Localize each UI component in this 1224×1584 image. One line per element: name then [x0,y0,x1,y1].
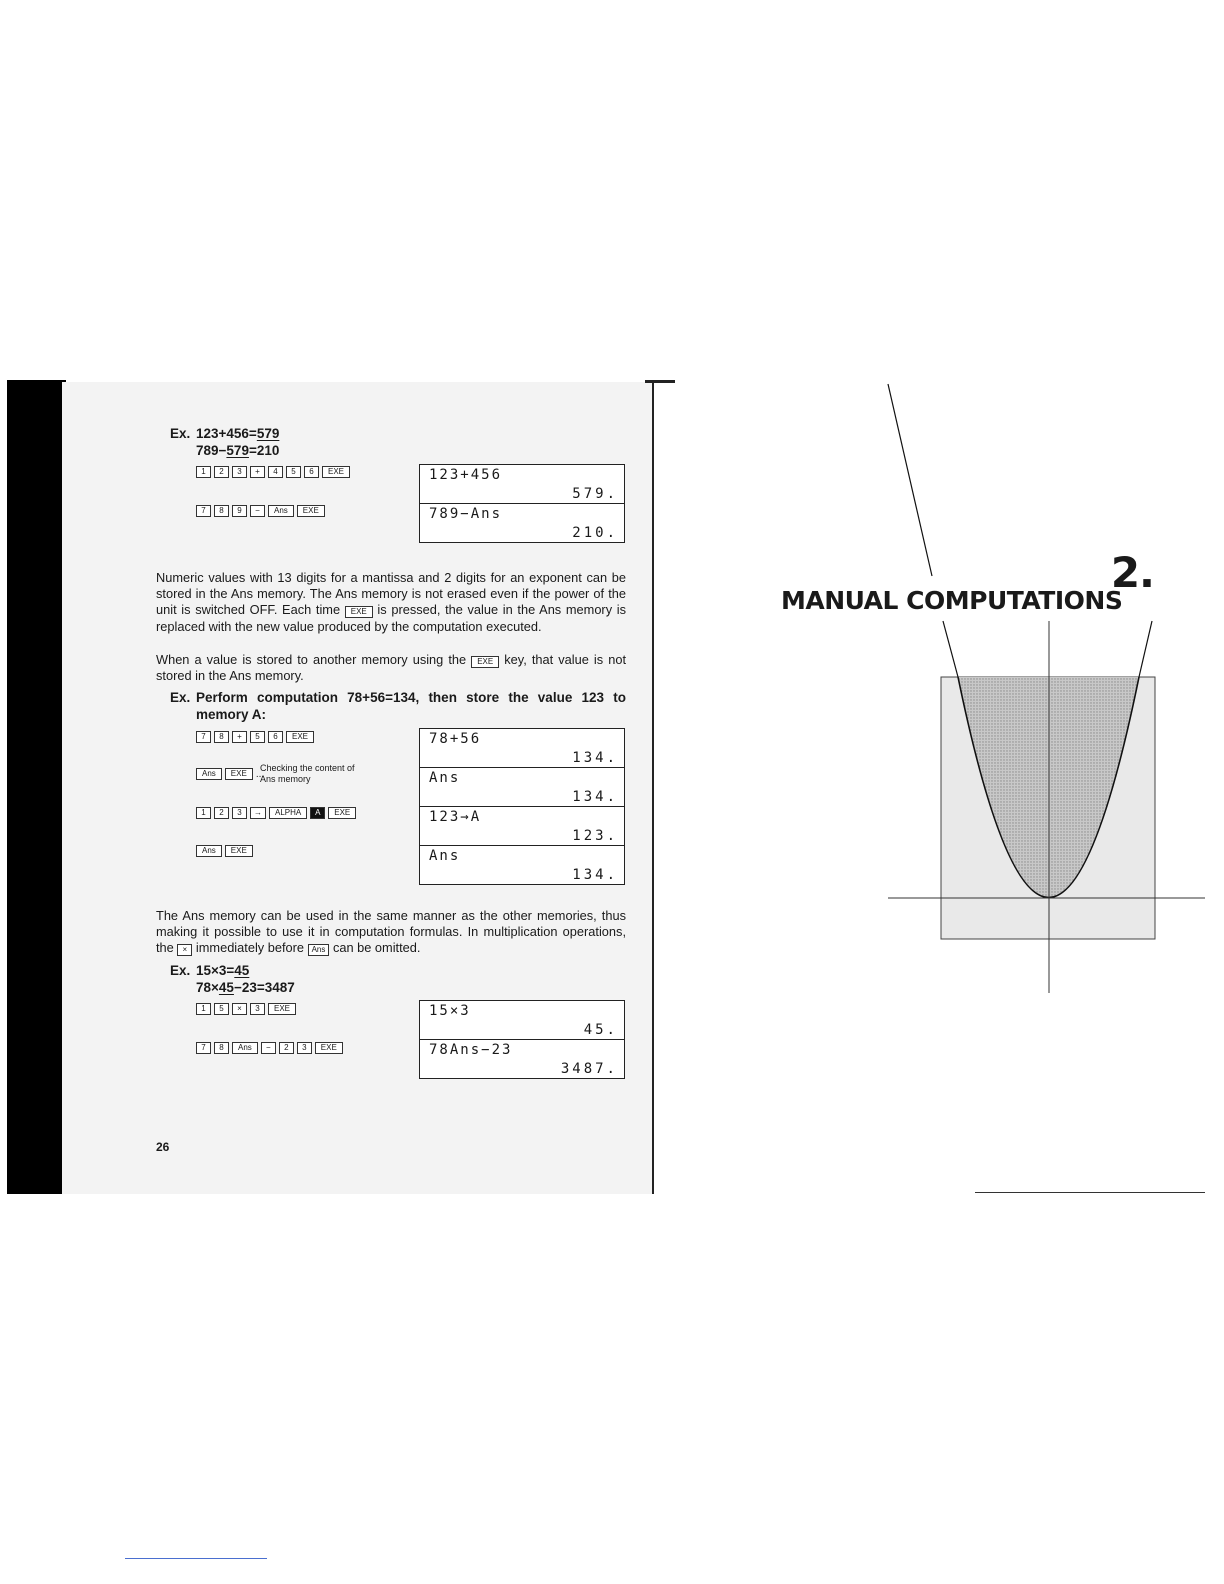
calculator-key: 7 [196,1042,211,1054]
calculator-key: 6 [304,466,319,478]
calculator-key: × [232,1003,247,1015]
display-input: 78Ans−23 [429,1042,513,1058]
calculator-key: 3 [297,1042,312,1054]
key-sequence [196,1003,296,1015]
calculator-display [419,464,625,543]
calculator-key: 2 [279,1042,294,1054]
calculator-key: 7 [196,731,211,743]
display-result: 134. [572,750,618,766]
display-input: 123→A [429,809,482,825]
calculator-display [419,1000,625,1079]
display-row [420,807,624,846]
display-row [420,1001,624,1040]
parabola-arm-right [1139,621,1152,677]
key-sequence [196,731,314,743]
calculator-key: EXE [328,807,356,819]
body-paragraph: The Ans memory can be used in the same manner as the other memories, thus making it possible to use it in computation formulas. In multiplication operations, the × immediately before Ans can be omitted. [156,908,626,956]
display-input: 15×3 [429,1003,471,1019]
calculator-key: EXE [225,768,253,780]
example-label: Ex. [170,426,191,441]
calculator-key: 8 [214,505,229,517]
body-paragraph: When a value is stored to another memory using the EXE key, that value is not stored in the Ans memory. [156,652,626,684]
decorative-line [888,384,932,576]
display-row [420,1040,624,1078]
chapter-number: 2. [1110,548,1154,597]
display-input: 78+56 [429,731,482,747]
annotation-note: Checking the content of Ans memory [260,763,355,784]
calculator-key: 2 [214,807,229,819]
example-1: Ex. 123+456=579 789−579=210 [170,426,280,458]
display-result: 579. [572,486,618,502]
key-sequence [196,505,325,517]
key-sequence: Ans EXE ... [196,768,264,780]
calculator-key: EXE [225,845,253,857]
calculator-key: + [232,731,247,743]
exe-key-inline: EXE [345,606,373,618]
calculator-key: Ans [196,845,222,857]
calculator-key: EXE [297,505,325,517]
example-label: Ex. [170,690,191,705]
calculator-key: 1 [196,1003,211,1015]
calculator-key: − [250,505,265,517]
calculator-key: EXE [322,466,350,478]
calculator-key: 8 [214,1042,229,1054]
calculator-key: 5 [250,731,265,743]
calculator-key: 2 [214,466,229,478]
calculator-key: + [250,466,265,478]
calculator-key: 1 [196,807,211,819]
calculator-key: A [310,807,325,819]
calculator-key: 5 [214,1003,229,1015]
key-sequence [196,845,253,857]
display-result: 45. [583,1022,618,1038]
display-input: Ans [429,770,461,786]
calculator-key: 3 [232,807,247,819]
example-2: Ex. Perform computation 78+56=134, then store the value 123 to memory A: [170,690,626,722]
right-page-bottom-edge [975,1192,1205,1193]
display-input: 123+456 [429,467,503,483]
display-result: 123. [572,828,618,844]
parabola-arm-left [943,621,958,677]
display-result: 134. [572,789,618,805]
display-result: 210. [572,525,618,541]
display-row [420,846,624,884]
calculator-key: 3 [232,466,247,478]
calculator-key: EXE [268,1003,296,1015]
chapter-title: MANUAL COMPUTATIONS [781,586,1123,615]
example-label: Ex. [170,963,191,978]
display-row [420,729,624,768]
body-paragraph: Numeric values with 13 digits for a mantissa and 2 digits for an exponent can be stored in the Ans memory. The Ans memory is not erased even if the power of the unit is switched OFF. Each time EXE is pressed, the value in the Ans memory is replaced with the new value produced by the computation executed. [156,570,626,634]
calculator-key: 7 [196,505,211,517]
calculator-key: EXE [315,1042,343,1054]
display-row [420,768,624,807]
gutter-top-edge [645,380,675,383]
display-input: Ans [429,848,461,864]
calculator-key: Ans [232,1042,258,1054]
page-number: 26 [156,1140,170,1154]
calculator-key: − [261,1042,276,1054]
gutter-divider [652,382,654,1194]
parabola-graph [880,378,1210,998]
calculator-key: 1 [196,466,211,478]
calculator-key: 9 [232,505,247,517]
display-result: 134. [572,867,618,883]
binding-shadow [7,380,62,1194]
exe-key-inline: EXE [471,656,499,668]
calculator-key: Ans [268,505,294,517]
ans-key-inline: Ans [308,944,330,956]
display-row [420,465,624,504]
calculator-display [419,728,625,885]
calculator-key: 5 [286,466,301,478]
calculator-key: → [250,807,266,819]
calculator-key: EXE [286,731,314,743]
calculator-key: Ans [196,768,222,780]
example-3: Ex. 15×3=45 78×45−23=3487 [170,963,295,995]
bottom-rule [125,1558,267,1559]
calculator-key: 6 [268,731,283,743]
key-sequence [196,466,350,478]
display-row [420,504,624,542]
calculator-key: 8 [214,731,229,743]
key-sequence [196,1042,343,1054]
calculator-key: ALPHA [269,807,307,819]
display-result: 3487. [560,1061,618,1077]
display-input: 789−Ans [429,506,503,522]
multiply-key-inline: × [177,944,192,956]
calculator-key: 4 [268,466,283,478]
calculator-key: 3 [250,1003,265,1015]
key-sequence [196,807,356,819]
